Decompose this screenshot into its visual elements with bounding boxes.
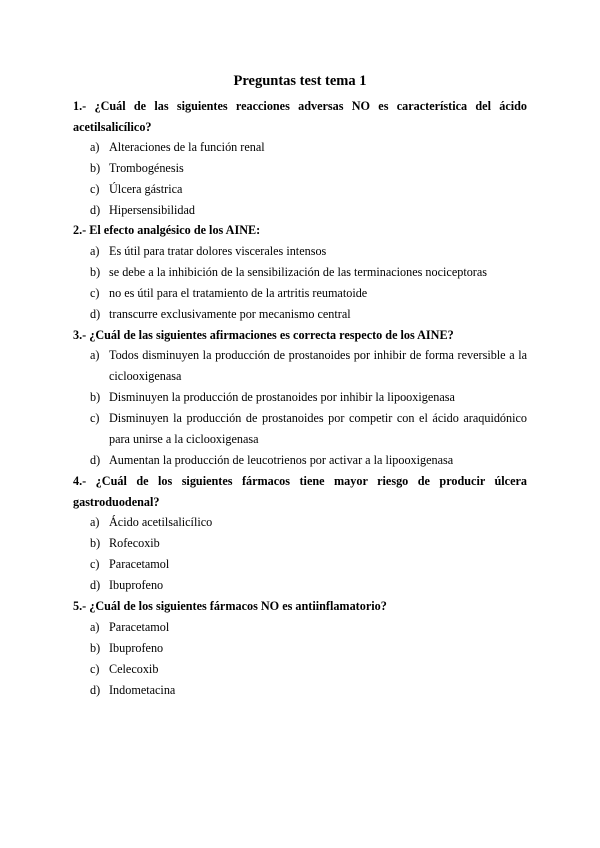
list-item: [90, 179, 527, 200]
option-label: d): [90, 578, 101, 592]
option-label: d): [90, 453, 101, 467]
option-label: b): [90, 265, 101, 279]
option-label: b): [90, 390, 101, 404]
list-item: [90, 158, 527, 179]
option-text: Disminuyen la producción de prostanoides por competir con el ácido araquidónico para unirse a la ciclooxigenasa: [109, 411, 527, 446]
list-item: [90, 137, 527, 158]
list-item: [90, 512, 527, 533]
option-text: Indometacina: [109, 683, 176, 697]
option-label: d): [90, 683, 101, 697]
option-label: b): [90, 641, 101, 655]
list-item: [90, 680, 527, 701]
option-text: Ibuprofeno: [109, 641, 164, 655]
list-item: [90, 450, 527, 471]
list-item: [90, 345, 527, 387]
list-item: [90, 241, 527, 262]
list-item: [90, 659, 527, 680]
option-label: c): [90, 286, 100, 300]
list-item: [90, 575, 527, 596]
option-label: a): [90, 244, 100, 258]
option-label: a): [90, 620, 100, 634]
option-text: se debe a la inhibición de la sensibilización de las terminaciones nociceptoras: [109, 265, 488, 279]
option-text: Rofecoxib: [109, 536, 160, 550]
list-item: [90, 262, 527, 283]
question-5: 5.- ¿Cuál de los siguientes fármacos NO es antiinflamatorio?: [73, 599, 387, 613]
page-title: Preguntas test tema 1: [233, 73, 367, 89]
option-text: Paracetamol: [109, 620, 170, 634]
list-item: [90, 533, 527, 554]
option-label: c): [90, 557, 100, 571]
option-label: b): [90, 536, 101, 550]
option-text: Ácido acetilsalicílico: [109, 515, 213, 529]
option-label: a): [90, 515, 100, 529]
option-text: Alteraciones de la función renal: [109, 140, 265, 154]
option-text: Todos disminuyen la producción de prostanoides por inhibir de forma reversible a la ciclooxigenasa: [109, 348, 527, 383]
list-item: [90, 638, 527, 659]
option-label: c): [90, 662, 100, 676]
list-item: [90, 304, 527, 325]
question-1: 1.- ¿Cuál de las siguientes reacciones adversas NO es característica del ácido acetilsalicílico?: [73, 99, 527, 134]
option-text: Hipersensibilidad: [109, 203, 195, 217]
option-text: Paracetamol: [109, 557, 170, 571]
list-item: [90, 283, 527, 304]
option-label: a): [90, 140, 100, 154]
option-label: b): [90, 161, 101, 175]
question-4: 4.- ¿Cuál de los siguientes fármacos tiene mayor riesgo de producir úlcera gastroduodenal?: [73, 474, 527, 509]
option-label: c): [90, 182, 100, 196]
question-2: 2.- El efecto analgésico de los AINE:: [73, 223, 261, 237]
list-item: [90, 200, 527, 221]
option-text: Aumentan la producción de leucotrienos por activar a la lipooxigenasa: [109, 453, 454, 467]
option-text: Ibuprofeno: [109, 578, 164, 592]
option-text: transcurre exclusivamente por mecanismo central: [109, 307, 351, 321]
question-3: 3.- ¿Cuál de las siguientes afirmaciones es correcta respecto de los AINE?: [73, 328, 454, 342]
list-item: [90, 387, 527, 408]
list-item: [90, 408, 527, 450]
option-text: Disminuyen la producción de prostanoides por inhibir la lipooxigenasa: [109, 390, 455, 404]
option-text: Úlcera gástrica: [109, 182, 183, 196]
option-text: Es útil para tratar dolores viscerales intensos: [109, 244, 327, 258]
option-text: Celecoxib: [109, 662, 159, 676]
option-label: a): [90, 348, 100, 362]
option-label: d): [90, 203, 101, 217]
list-item: [90, 617, 527, 638]
option-text: Trombogénesis: [109, 161, 184, 175]
option-text: no es útil para el tratamiento de la artritis reumatoide: [109, 286, 368, 300]
option-label: c): [90, 411, 100, 425]
list-item: [90, 554, 527, 575]
option-label: d): [90, 307, 101, 321]
